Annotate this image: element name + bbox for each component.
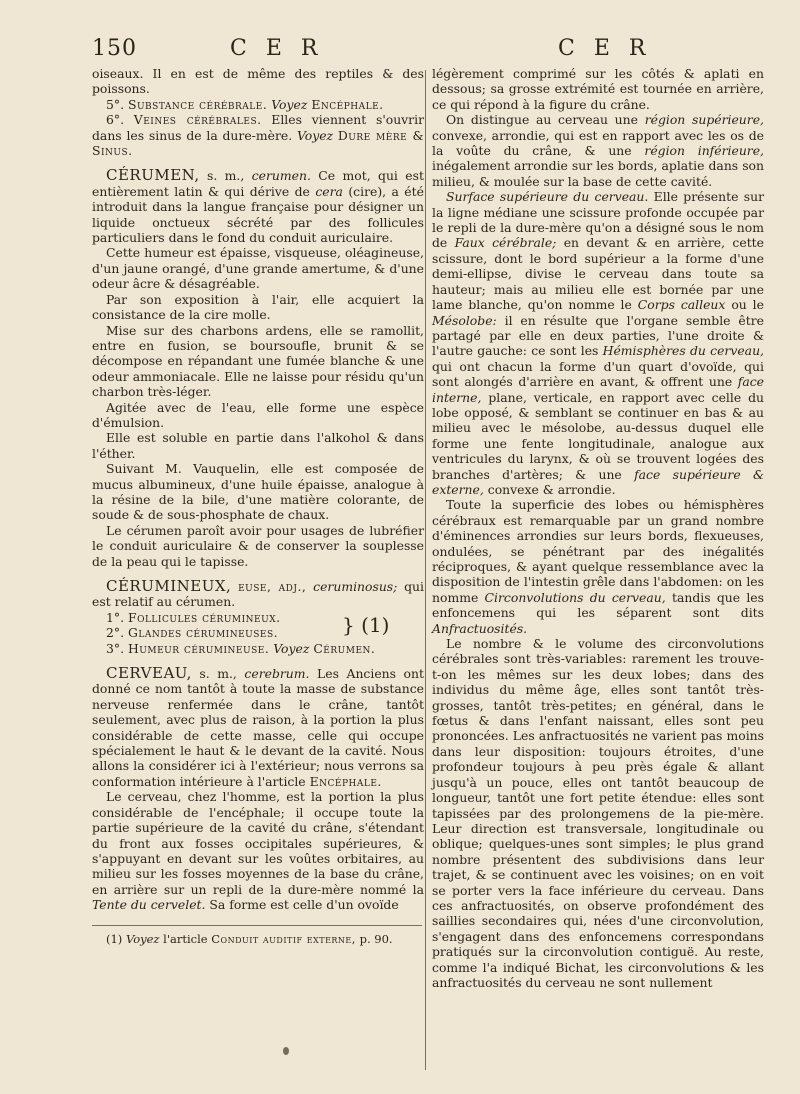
subentry-title: Glandes cérumineuses. bbox=[127, 625, 279, 641]
paragraph: Agitée avec de l'eau, elle forme une espèce d'émulsion. bbox=[92, 399, 424, 430]
cross-reference: Conduit auditif externe, bbox=[211, 931, 356, 946]
text-run: qui ont chacun la forme d'un quart d'ovoïde, qui sont alongés d'arrière en avant, & offrent une bbox=[432, 358, 764, 390]
item-number: 3°. bbox=[106, 640, 125, 656]
running-head-right: C E R bbox=[558, 36, 652, 61]
headword: CÉRUMEN, bbox=[106, 166, 200, 185]
footnote bbox=[92, 932, 424, 947]
entry-cerumen bbox=[92, 168, 424, 245]
paragraph: Mise sur des charbons ardens, elle se ramollit, entre en fusion, se boursoufle, brunit & se décompose en répandant une fumée blanche & une odeur ammoniacale. Elle ne laisse pour résidu qu'un charbon très-léger. bbox=[92, 322, 424, 400]
subentry-title: Humeur cérumineuse. bbox=[127, 640, 270, 656]
entry-text: Le cerveau, chez l'homme, est la portion la plus considérable de l'encéphale; il occupe toute la partie supérieure de la cavité du crâne, s'étendant du front aux fosses occipitales supérieures, & s'appuyant en devant sur les voûtes orbitaires, au milieu sur les fosses moyennes de la base du crâne, en arrière sur un repli de la dure-mère nommé la bbox=[92, 789, 424, 897]
entry-5 bbox=[92, 97, 424, 112]
text-run: inégalement arrondie sur les bords, aplatie dans son milieu, & moulée sur la base de cette cavité. bbox=[432, 158, 764, 189]
voyez: Voyez bbox=[273, 640, 310, 656]
text-run: convexe & arrondie. bbox=[487, 481, 616, 497]
italic-term: Faux cérébrale; bbox=[454, 235, 557, 251]
entry-text: Sa forme est celle d'un ovoïde bbox=[209, 897, 399, 913]
text-run: en devant & en arrière, cette scissure, dont le bord supérieur a la forme d'une demi-ellipse, divise le cerveau dans toute sa hauteur; mais au milieu elle est bornée par une lame blanche, qu'on nomme le bbox=[432, 235, 764, 313]
paragraph: Le nombre & le volume des circonvolutions cérébrales sont très-variables: rarement les trouve-t-on les mêmes sur les deux lobes; dans des individus du même âge, elles sont tantôt très-grosses, tantôt très-petites; en général, dans le fœtus & dans l'enfant naissant, elles sont peu prononcées. Les anfractuosités ne varient pas moins dans leur disposition: toujours étroites, d'une profondeur toujours à peu près égale & allant jusqu'à un pouce, elles ont tantôt beaucoup de longueur, tantôt une fort petite étendue: elles sont tapissées par des prolongemens de la pie-mère. Leur direction est transversale, longitudinale ou oblique; quelques-unes sont simples; le plus grand nombre présentent des subdivisions dans leur trajet, & se continuent avec les voisines; on en voit se porter vers la face inférieure du cerveau. Dans ces anfractuosités, on observe profondément des saillies secondaires qui, nées d'une circonvolution, s'engagent dans des enfoncemens correspondans pratiqués sur la circonvolution contiguë. Au reste, comme l'a indiqué Bichat, les circonvolutions & les anfractuosités du cerveau ne sont nullement bbox=[432, 636, 764, 990]
paragraph bbox=[432, 112, 764, 189]
footnote-text: l'article bbox=[163, 931, 208, 946]
paragraph: Le cérumen paroît avoir pour usages de lubréfier le conduit auriculaire & de conserver la souplesse de la peau qui le tapisse. bbox=[92, 522, 424, 569]
page-number: 150 bbox=[92, 36, 137, 61]
text-run: plane, verticale, en rapport avec celle du lobe opposé, & semblant se continuer en bas & au milieu avec le mésolobe, au-dessus duquel elle forme une fente longitudinale, analogue aux ventricules du larynx, & où se trouvent logées des branches d'artères; & une bbox=[432, 389, 764, 482]
left-column bbox=[92, 66, 424, 947]
item-number: 5°. bbox=[106, 96, 125, 112]
subentry-title: Veines cérébrales. bbox=[133, 112, 262, 128]
column-divider bbox=[425, 70, 426, 1070]
entry-text: qui est relatif au cérumen. bbox=[92, 579, 424, 610]
grammar: euse, adj., bbox=[238, 579, 307, 594]
footnote-rule bbox=[92, 925, 422, 926]
item-number: 6°. bbox=[106, 112, 125, 128]
list-item bbox=[92, 641, 424, 656]
italic-term: région inférieure, bbox=[644, 143, 764, 159]
paragraph: Suivant M. Vauquelin, elle est composée de mucus albumineux, d'une huile épaisse, analogue à la résine de la bile, d'une matière colorante, de soude & de sous-phosphate de chaux. bbox=[92, 461, 424, 523]
entry-text: Elles viennent s'ouvrir dans les sinus de la dure-mère. bbox=[92, 112, 424, 143]
italic-term: Tente du cervelet. bbox=[92, 897, 206, 913]
voyez: Voyez bbox=[296, 127, 334, 143]
paragraph: oiseaux. Il en est de même des reptiles & des poissons. bbox=[92, 66, 424, 97]
section-title: Surface supérieure du cerveau. bbox=[446, 189, 649, 205]
latin-term: cerebrum. bbox=[244, 666, 310, 682]
italic-term: face interne, bbox=[432, 374, 764, 405]
text-run: il en résulte que l'organe semble être partagé par elle en deux parties, l'une droite & l'autre gauche: ce sont les bbox=[432, 312, 764, 359]
grammar: s. m., bbox=[199, 666, 237, 682]
cross-reference: Cérumen. bbox=[313, 640, 376, 656]
italic-term: Corps calleux bbox=[637, 297, 726, 313]
latin-term: ceruminosus; bbox=[313, 579, 398, 594]
footnote-page: p. 90. bbox=[359, 931, 393, 946]
item-number: 2°. bbox=[106, 625, 125, 641]
item-number: 1°. bbox=[106, 609, 125, 625]
entry-cerveau bbox=[92, 666, 424, 789]
italic-term: Circonvolutions du cerveau, bbox=[484, 589, 666, 605]
paragraph: Cette humeur est épaisse, visqueuse, oléagineuse, d'un jaune orangé, d'une grande amertume, & d'une odeur âcre & désagréable. bbox=[92, 245, 424, 292]
paragraph: légèrement comprimé sur les côtés & aplati en dessous; sa grosse extrémité est tournée en arrière, ce qui répond à la figure du crâne. bbox=[432, 66, 764, 112]
text-run: ou le bbox=[731, 297, 764, 313]
text-run: convexe, arrondie, qui est en rapport avec les os de la voûte du crâne, & une bbox=[432, 127, 764, 159]
braced-list bbox=[92, 610, 424, 641]
entry-text: Ce mot, qui est entièrement latin & qui dérive de bbox=[92, 168, 424, 199]
paragraph bbox=[432, 497, 764, 636]
running-head-left: C E R bbox=[230, 36, 324, 61]
entry-text: Les Anciens ont donné ce nom tantôt à toute la masse de substance nerveuse renfermée dans le crâne, tantôt seulement, avec plus de raison, à la portion la plus considérable de cette masse, celle qui occupe spécialement le haut & le devant de la cavité. Nous allons la considérer ici à l'extérieur; nous verrons sa conformation intérieure à l'article bbox=[92, 666, 424, 789]
headword: CÉRUMINEUX, bbox=[106, 577, 232, 595]
italic-term: Mésolobe: bbox=[432, 312, 497, 328]
italic-term: face supérieure & externe, bbox=[432, 466, 764, 497]
subentry-title: Follicules cérumineux. bbox=[127, 609, 281, 625]
italic-term: Hémisphères du cerveau, bbox=[602, 343, 764, 359]
italic-term: Anfractuosités. bbox=[432, 620, 528, 636]
paragraph: Elle est soluble en partie dans l'alkohol & dans l'éther. bbox=[92, 430, 424, 461]
latin-word: cera bbox=[315, 183, 343, 199]
entry-text: (cire), a été introduit dans la langue française pour désigner un liquide onctueux sécrété par des follicules particuliers dans le fond du conduit auriculaire. bbox=[92, 183, 424, 246]
latin-term: cerumen. bbox=[251, 168, 311, 184]
voyez: Voyez bbox=[125, 931, 160, 946]
brace-note: } (1) bbox=[342, 612, 390, 637]
footnote-number: (1) bbox=[106, 931, 123, 946]
headword: CERVEAU, bbox=[106, 664, 192, 683]
entry-6 bbox=[92, 112, 424, 158]
ink-spot bbox=[283, 1047, 289, 1055]
cross-reference: Encéphale. bbox=[311, 96, 384, 112]
text-run: Elle présente sur la ligne médiane une scissure profonde occupée par le repli de la dure-mère qu'on a désigné sous le nom de bbox=[432, 189, 764, 251]
text-run: tandis que les enfoncemens qui les séparent sont dits bbox=[432, 589, 764, 621]
text-run: On distingue au cerveau une bbox=[446, 112, 638, 128]
italic-term: région supérieure, bbox=[644, 112, 764, 128]
paragraph bbox=[92, 789, 424, 912]
subentry-title: Substance cérébrale. bbox=[127, 96, 268, 112]
voyez: Voyez bbox=[271, 96, 308, 112]
cross-reference: Encéphale. bbox=[309, 773, 382, 789]
right-column bbox=[432, 66, 764, 990]
paragraph: Par son exposition à l'air, elle acquiert la consistance de la cire molle. bbox=[92, 291, 424, 323]
text-run: Toute la superficie des lobes ou hémisphères cérébraux est remarquable par un grand nombre d'éminences arrondies sur leurs bords, flexueuses, ondulées, se pénétrant par des inégalités réciproques, & ayant quelque ressemblance avec la disposition de l'intestin grêle dans l'abdomen: on les nomme bbox=[432, 497, 764, 605]
paragraph bbox=[432, 189, 764, 497]
grammar: s. m., bbox=[207, 168, 245, 184]
cross-reference: Dure mère & Sinus. bbox=[92, 127, 424, 159]
entry-cerumineux bbox=[92, 579, 424, 610]
